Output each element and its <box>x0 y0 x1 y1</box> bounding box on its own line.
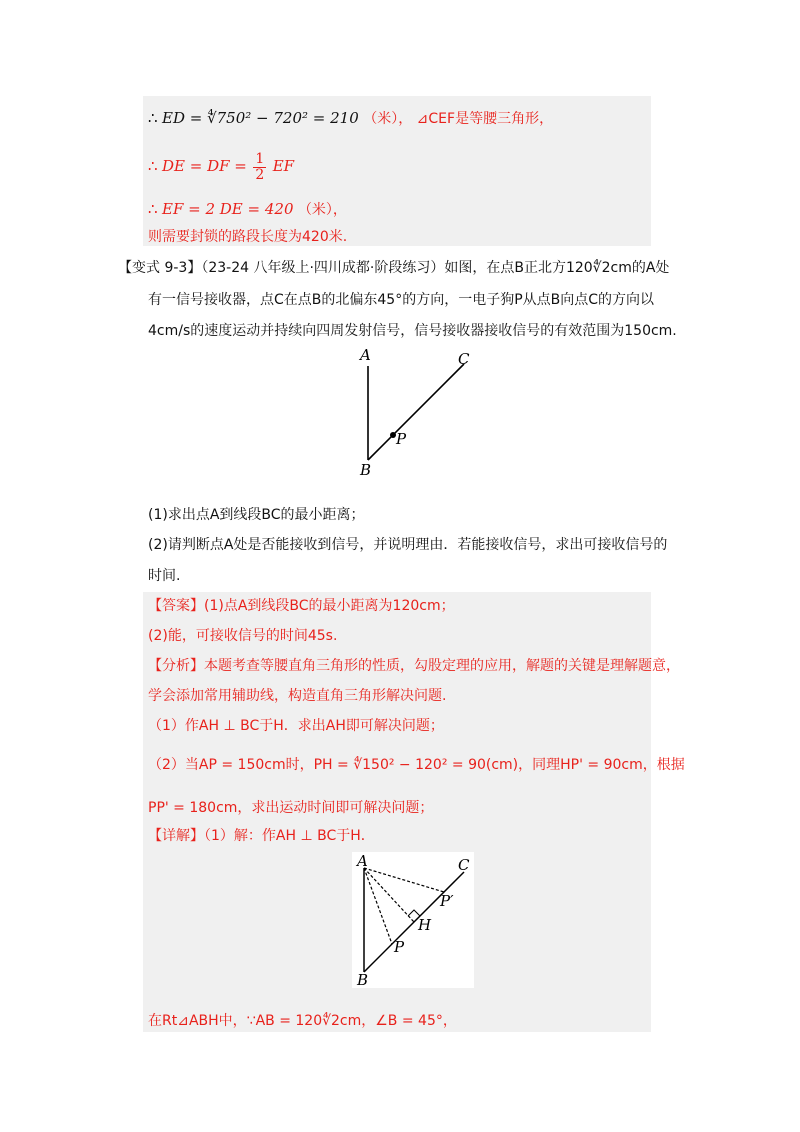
analysis-2: 学会添加常用辅助线，构造直角三角形解决问题. <box>148 688 447 704</box>
fig2-label-b: B <box>357 971 369 988</box>
step-3: PP' = 180cm，求出运动时间即可解决问题； <box>148 800 434 816</box>
last-line: 在Rt⊿ABH中，∵AB = 120∜2cm，∠B = 45°， <box>148 1013 457 1029</box>
fig2-label-c: C <box>458 856 470 874</box>
problem-line-2: 有一信号接收器，点C在点B的北偏东45°的方向，一电子狗P从点B向点C的方向以 <box>148 292 655 308</box>
answer-2: (2)能，可接收信号的时间45s. <box>148 628 338 644</box>
detail-heading: 【详解】（1）解：作AH ⊥ BC于H． <box>148 828 375 844</box>
fig1-label-b: B <box>360 461 372 479</box>
conclusion-line: 则需要封锁的路段长度为420米. <box>148 229 348 245</box>
ef-line: ∴ EF = 2 DE = 420 （米）， <box>148 200 347 218</box>
answer-1: 【答案】(1)点A到线段BC的最小距离为120cm； <box>148 598 455 614</box>
step-1: （1）作AH ⊥ BC于H．求出AH即可解决问题； <box>148 718 444 734</box>
fig2-label-p: P <box>394 938 405 956</box>
fig1-label-a: A <box>360 346 371 364</box>
fraction-half: $\frac{1}{2}$ <box>255 150 265 183</box>
problem-line-1: 【变式 9-3】（23-24 八年级上·四川成都·阶段练习）如图，在点B正北方120∜2cm的A处 <box>118 260 670 276</box>
fig2-label-a: A <box>357 852 368 870</box>
question-2a: (2)请判断点A处是否能接收到信号，并说明理由．若能接收信号，求出可接收信号的 <box>148 537 668 553</box>
de-line: ∴ DE = DF = $\frac{1}{2}$ EF <box>148 150 295 183</box>
fig2-label-h: H <box>418 916 432 934</box>
figure-2 <box>352 852 474 988</box>
question-2b: 时间. <box>148 568 181 584</box>
question-1: (1)求出点A到线段BC的最小距离； <box>148 507 365 523</box>
fig1-label-p: P <box>396 430 407 448</box>
analysis-1: 【分析】本题考查等腰直角三角形的性质，勾股定理的应用，解题的关键是理解题意， <box>148 658 680 674</box>
step-2: （2）当AP = 150cm时，PH = ∜150² − 120² = 90(cm)，同理HP' = 90cm，根据 <box>148 757 685 773</box>
problem-tag: 【变式 9-3】 <box>118 260 202 276</box>
ed-line: ∴ ED = ∜750² − 720² = 210 （米）， ⊿CEF是等腰三角形， <box>148 109 554 127</box>
fig1-label-c: C <box>458 350 470 368</box>
fig2-label-p-prime: P′ <box>440 892 454 910</box>
problem-line-3: 4cm/s的速度运动并持续向四周发射信号，信号接收器接收信号的有效范围为150cm. <box>148 323 677 339</box>
figure-1 <box>350 342 480 482</box>
